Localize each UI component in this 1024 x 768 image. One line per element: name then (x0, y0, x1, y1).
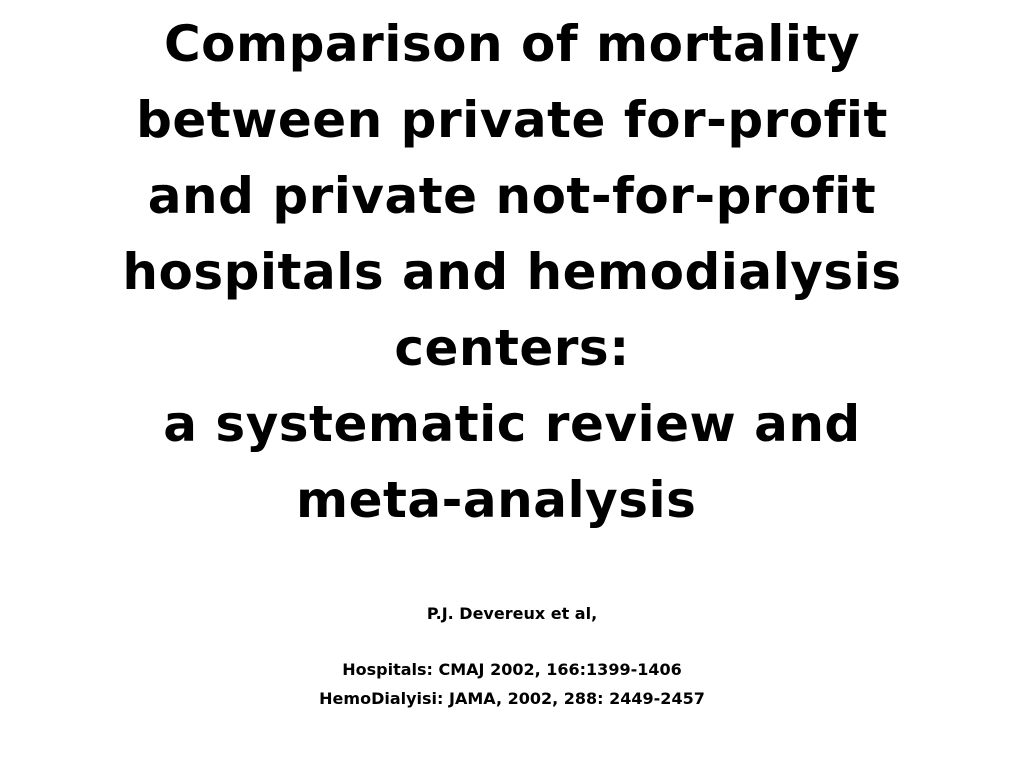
title-line: and private not-for-profit (147, 167, 877, 225)
hemodialysis-reference: HemoDialyisi: JAMA, 2002, 288: 2449-2457 (319, 689, 705, 708)
hospitals-reference: Hospitals: CMAJ 2002, 166:1399-1406 (342, 660, 682, 679)
authors-citation: P.J. Devereux et al, (426, 604, 598, 623)
slide-title (40, 6, 984, 538)
title-line: a systematic review and (163, 395, 861, 453)
title-line: meta-analysis (296, 471, 697, 529)
title-line: hospitals and hemodialysis (122, 243, 902, 301)
title-line: between private for-profit (136, 91, 888, 149)
title-line: Comparison of mortality (163, 15, 861, 73)
title-line: centers: (394, 319, 630, 377)
